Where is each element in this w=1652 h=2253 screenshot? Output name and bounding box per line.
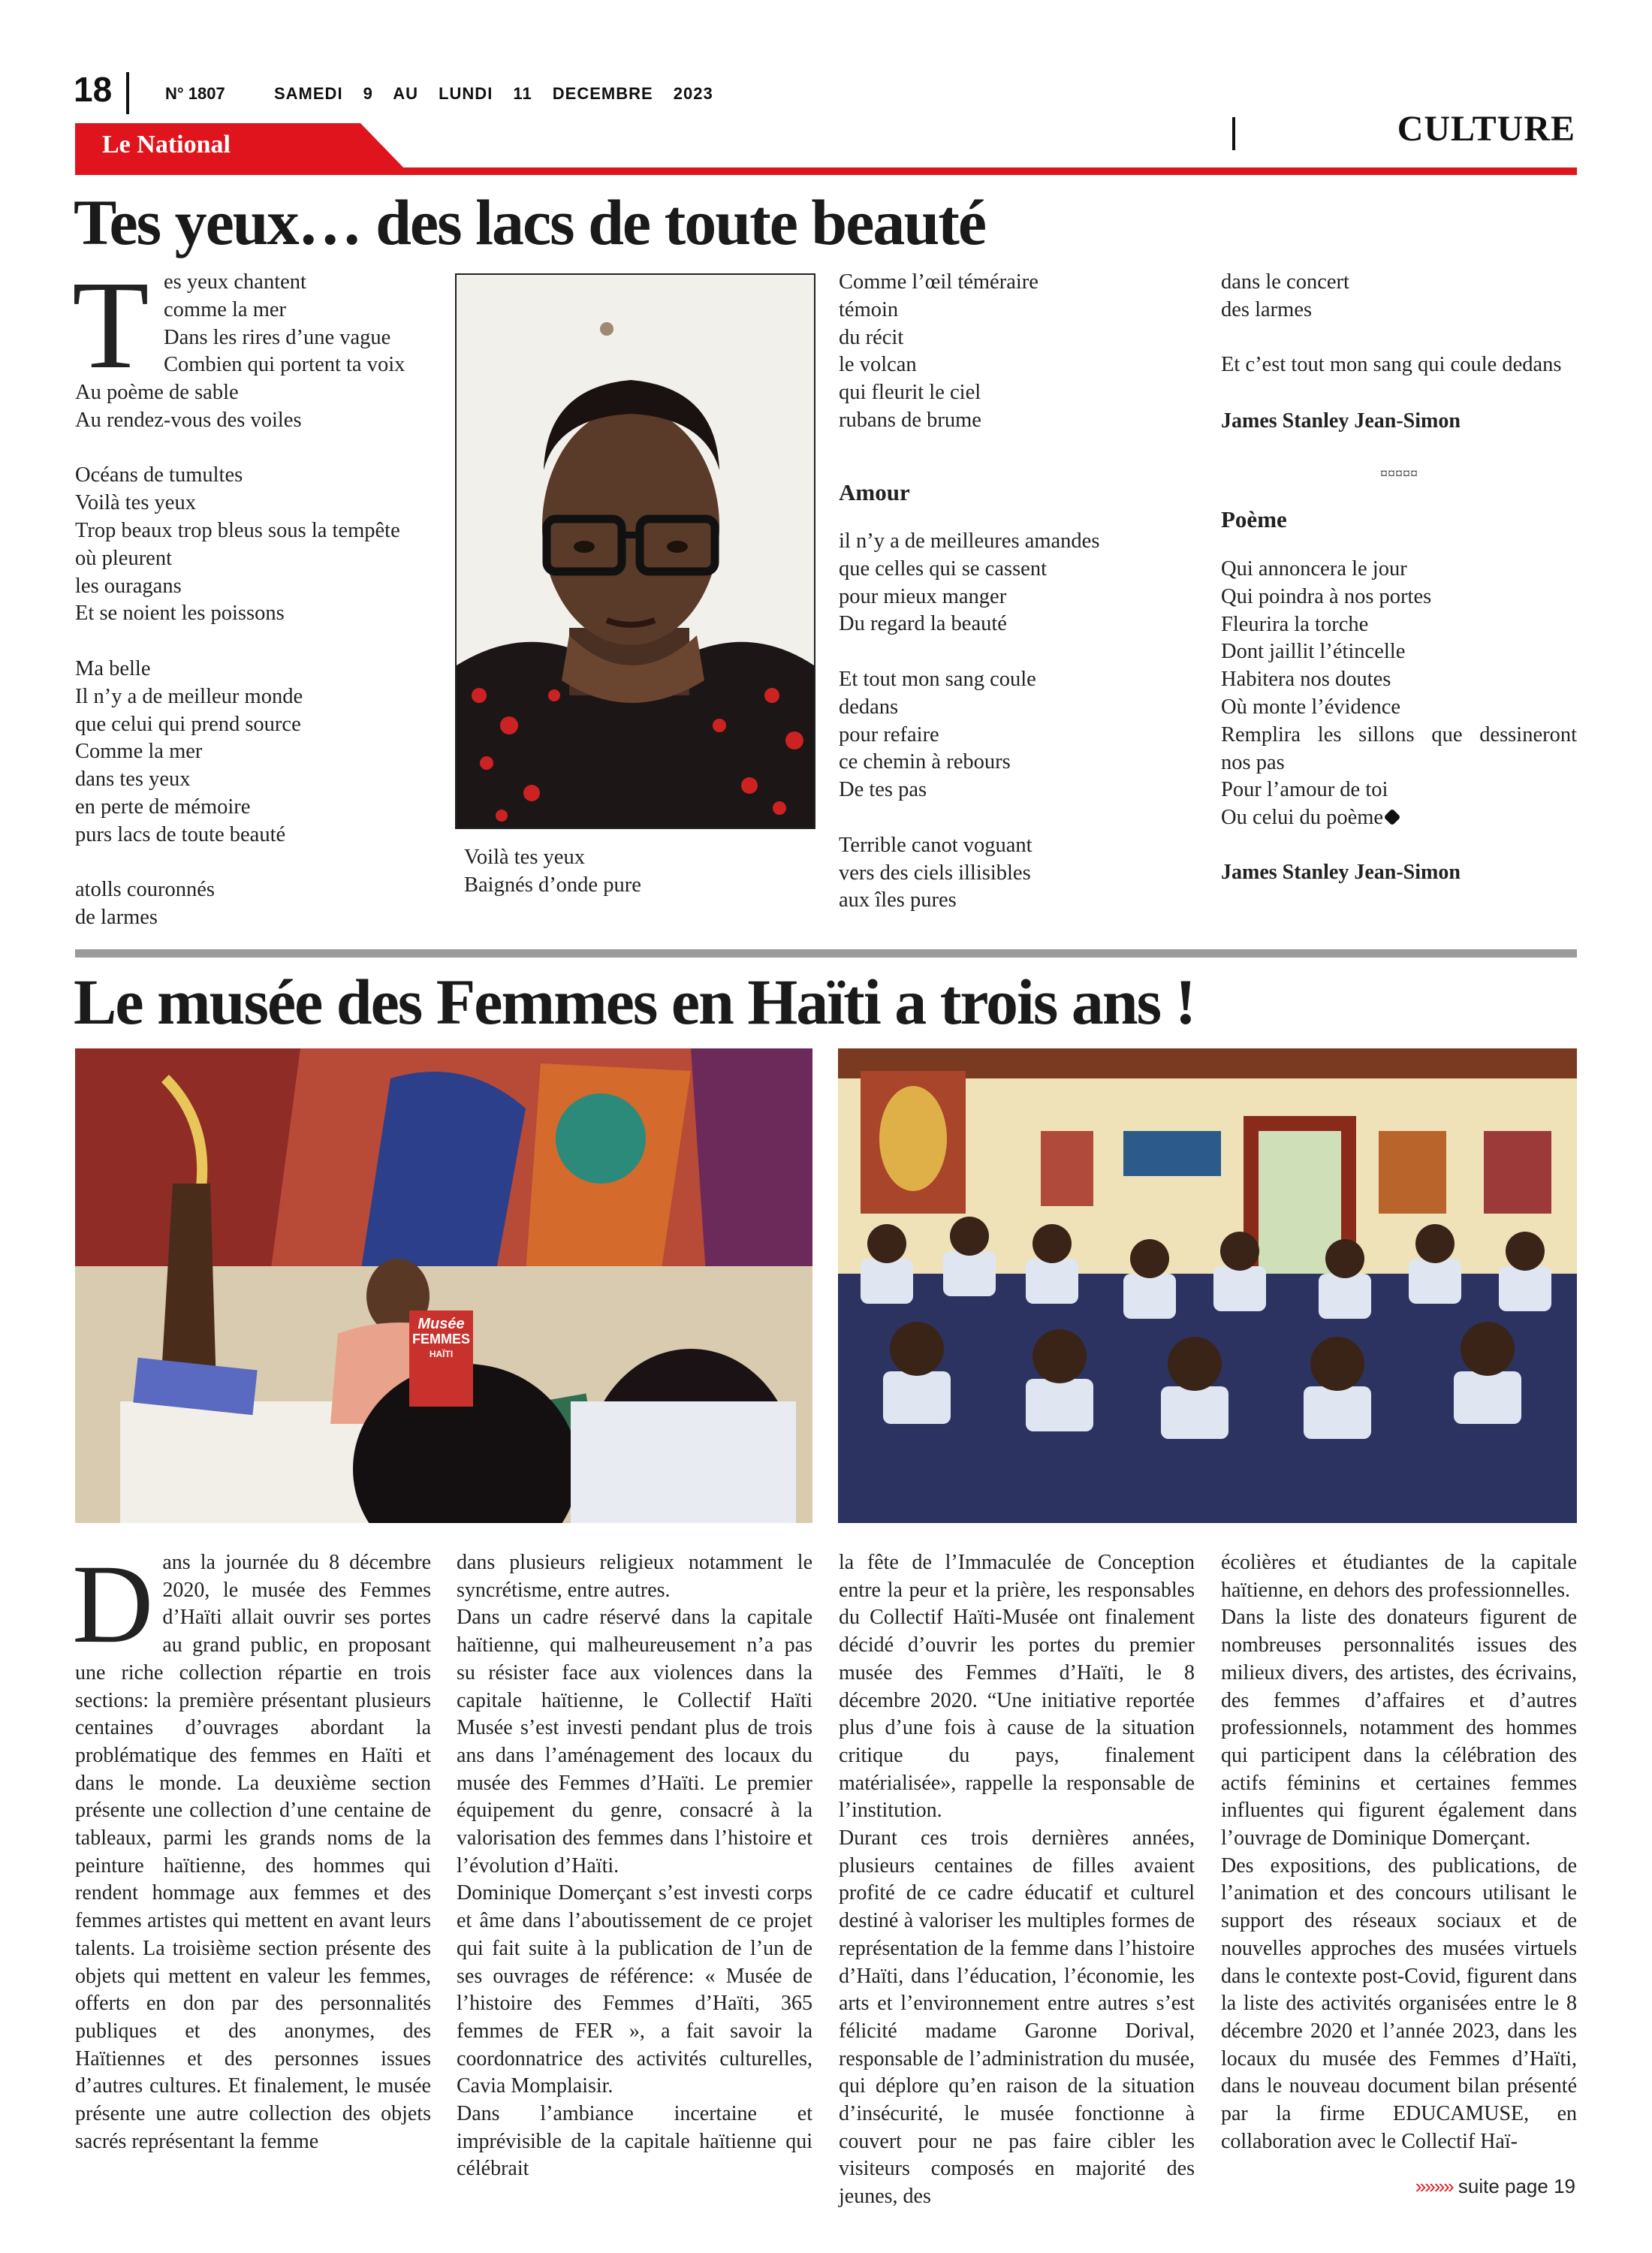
continued-text: suite page 19 [1458,2175,1575,2197]
page-number: 18 [74,70,113,109]
museum-photo-students [838,1048,1577,1523]
poem-title: Tes yeux… des lacs de toute beauté [74,186,986,258]
poem-drop-cap: T [72,255,149,395]
poem-col3a: Comme l’œil téméraire témoin du récit le volcan qui fleurit le ciel rubans de brume [839,270,1039,432]
photo-caption: Voilà tes yeux Baignés d’onde pure [464,846,641,897]
subheading-amour: Amour [839,479,910,505]
museum-title: Le musée des Femmes en Haïti a trois ans ! [74,966,1195,1038]
brand-name: Le National [102,131,231,158]
museum-drop-cap: D [72,1542,154,1666]
continued-arrows: »»»» [1415,2175,1453,2197]
poem-col4b: Qui annoncera le jour Qui poindra à nos portes Fleurira la torche Dont jaillit l’étincelle Habitera nos doutes Où monte l’évidence Remplira les sillons que dessineront nos pas Pour l’amour de toi Ou celui du poème [1221,557,1577,830]
poem-col4a: dans le concert des larmes Et c’est tout mon sang qui coule dedans [1221,270,1562,377]
header-rule [75,167,1577,175]
poem-signature-2: James Stanley Jean-Simon [1221,861,1461,884]
issue-date: SAMEDI 9 AU LUNDI 11 DECEMBRE 2023 [274,84,713,103]
poem-signature: James Stanley Jean-Simon [1221,409,1461,433]
museum-col1: Dans la journée du 8 décembre 2020, le musée des Femmes d’Haïti allait ouvrir ses portes au grand public, en proposant une riche collection répartie en trois sections: la première présentant plusieurs centaines d’ouvrages abordant la problématique des femmes en Haïti et dans le monde. La deuxième section présente une collection d’une centaine de tableaux, parmi les grands noms de la peinture haïtienne, des hommes qui rendent hommage aux femmes et des femmes artistes qui mettent en avant leurs talents. La troisième section présente des objets qui mettent en valeur les femmes, offerts en don par des personnalités publiques et des anonymes, des Haïtiennes et des personnes issues d’autres cultures. Et finalement, le musée présente une autre collection des objets sacrés représentant la femme [72,1542,431,2153]
poem-col1: Au poème de sable Au rendez-vous des voiles Océans de tumultes Voilà tes yeux Trop beaux trop bleus sous la tempête où pleurent les ouragans Et se noient les poissons Ma belle Il n’y a de meilleur monde que celui qui prend source Comme la mer dans tes yeux en perte de mémoire purs lacs de toute beauté atolls couronnés de larmes [75,381,400,930]
poem-col3b: il n’y a de meilleures amandes que celles qui se cassent pour mieux manger Du regard la beauté Et tout mon sang coule dedans pour refaire ce chemin à rebours De tes pas Terrible canot voguant vers des ciels illisibles aux îles pures [839,529,1100,912]
section-separator [75,949,1577,958]
separator-ornament: ¤¤¤¤¤ [1380,466,1418,482]
header-divider [126,72,129,114]
continued-link[interactable] [1415,2175,1575,2198]
subheading-poeme: Poème [1221,506,1287,532]
museum-photo-presentation [75,1048,812,1523]
section-divider [1232,117,1235,150]
museum-col2: dans plusieurs religieux notamment le syncrétisme, entre autres. Dans un cadre réservé dans la capitale haïtienne, qui malheureusement n’a pas su résister face aux violences dans la capitale haïtienne, le Collectif Haïti Musée s’est investi pendant plus de trois ans dans l’aménagement des locaux du musée des Femmes d’Haïti. Le premier équipement du genre, consacré à la valorisation des femmes dans l’histoire et l’évolution d’Haïti. Dominique Domerçant s’est investi corps et âme dans l’aboutissement de ce projet qui fait suite à la publication de l’un de ses ouvrages de référence: « Musée de l’histoire des Femmes d’Haïti, 365 femmes de FER », a fait savoir la coordonnatrice des activités culturelles, Cavia Momplaisir. Dans l’ambiance incertaine et imprévisible de la capitale haïtienne qui célébrait [457,1551,812,2181]
end-mark-icon [1384,809,1401,826]
section-label: CULTURE [1397,109,1575,149]
museum-col3: la fête de l’Immaculée de Conception entre la peur et la prière, les responsables du Collectif Haïti-Musée ont finalement décidé d’ouvrir les portes du premier musée des Femmes d’Haïti, le 8 décembre 2020. “Une initiative reportée plus d’une fois à cause de la situation critique du pays, finalement matérialisée», rappelle la responsable de l’institution. Durant ces trois dernières années, plusieurs centaines de filles avaient profité de ce cadre éducatif et culturel destiné à valoriser les multiples formes de représentation de la femme dans l’histoire d’Haïti, dans l’éducation, l’économie, les arts et l’environnement entre autres s’est félicité madame Garonne Dorival, responsable de l’administration du musée, qui déplore qu’en raison de la situation d’insécurité, le musée fonctionne à couvert pour ne pas faire cibler les visiteurs composés en majorité des jeunes, des [839,1551,1195,2209]
poem-col1-lines: es yeux chantent comme la mer Dans les rires d’une vague Combien qui portent ta voix [164,270,405,377]
book-cover: Musée FEMMES HAÏTI [409,1310,473,1407]
issue-number: N° 1807 [165,84,225,103]
author-photo [455,273,815,829]
museum-col4: écolières et étudiantes de la capitale haïtienne, en dehors des professionnelles. Dans la liste des donateurs figurent de nombreuses personnalités issues des milieux divers, des artistes, des écrivains, des femmes d’affaires et d’autres professionnels, notamment des hommes qui participent dans la célébration des actifs féminins et certaines femmes influentes qui figurent également dans l’ouvrage de Dominique Domerçant. Des expositions, des publications, de l’animation et des concours utilisant le support des réseaux sociaux et de nouvelles approches des musées virtuels dans le contexte post-Covid, figurent dans la liste des activités organisées entre le 8 décembre 2020 et l’année 2023, dans les locaux du musée des Femmes d’Haïti, dans le nouveau document bilan présenté par la firme EDUCAMUSE, en collaboration avec le Collectif Haï- [1221,1551,1577,2153]
